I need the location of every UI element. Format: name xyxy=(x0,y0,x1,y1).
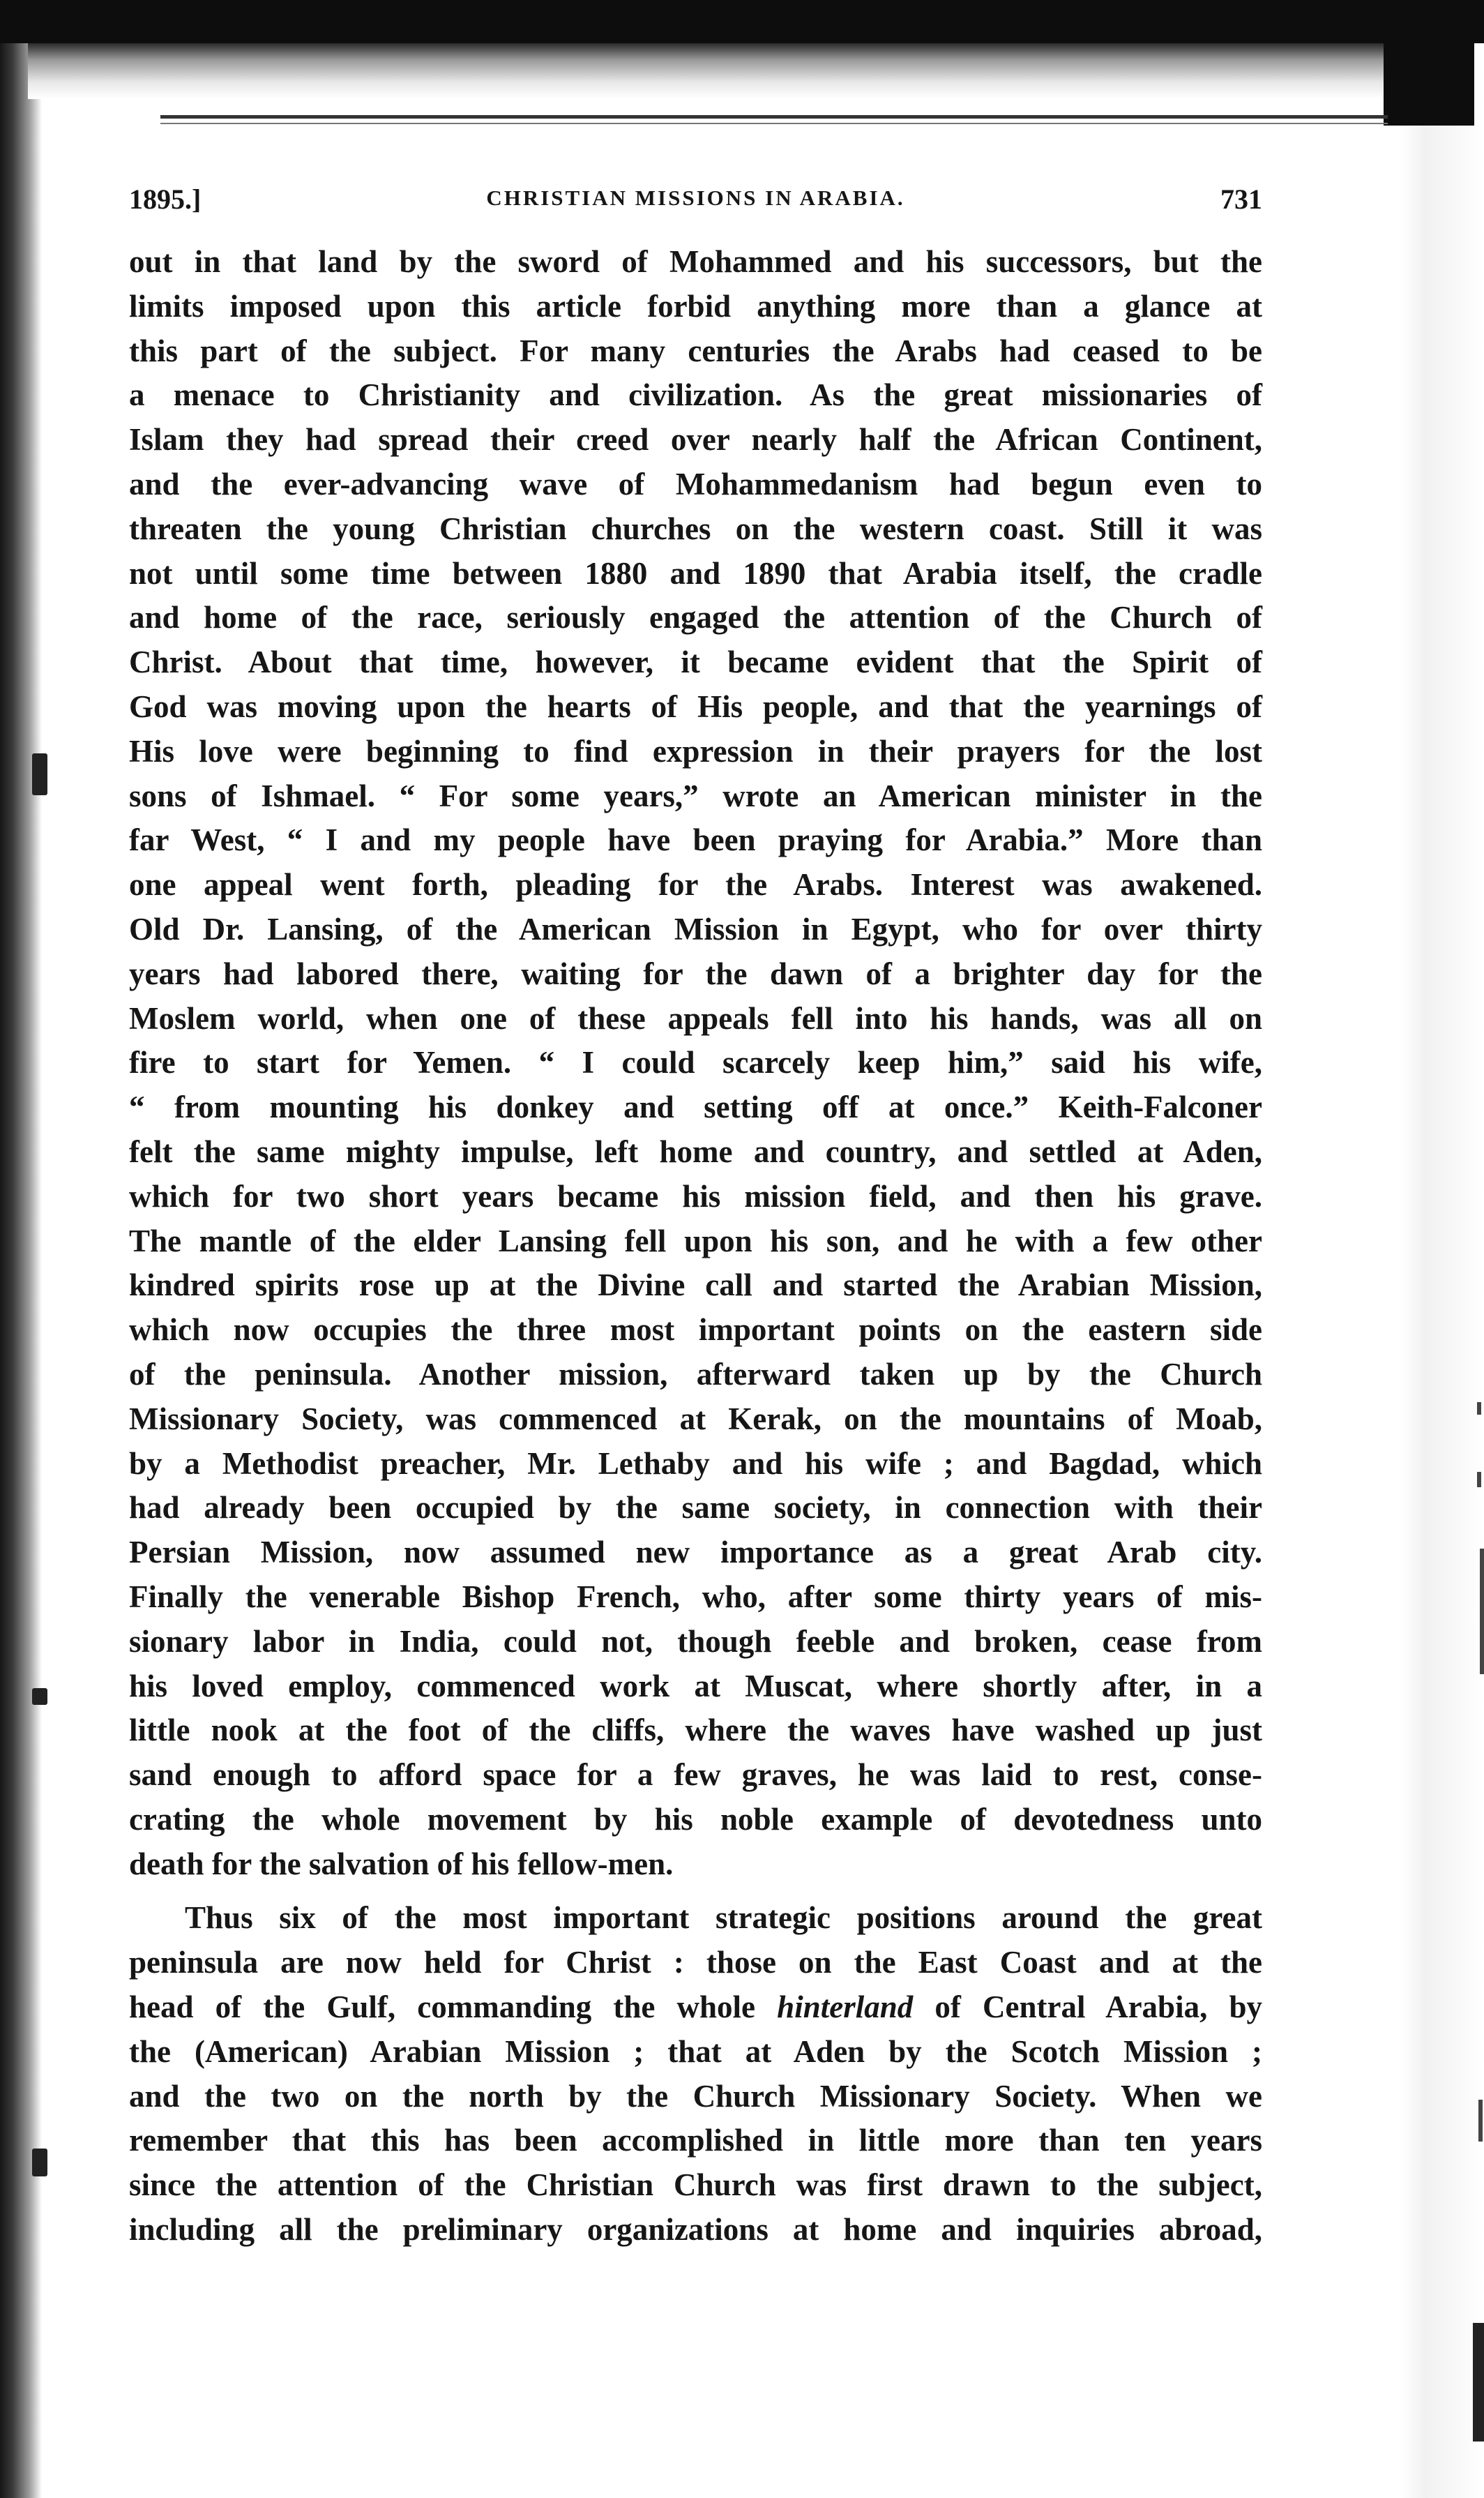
text-line: “ from mounting his donkey and setting off at once.” Keith-Falconer xyxy=(129,1090,1262,1125)
scan-rule xyxy=(160,123,1388,124)
text-line: crating the whole movement by his noble example of devotedness unto xyxy=(129,1801,1262,1837)
running-head xyxy=(129,183,1262,232)
scan-right-edge xyxy=(1400,0,1484,2498)
text-line: sons of Ishmael. “ For some years,” wrote an American minister in the xyxy=(129,778,1262,813)
text-line: the (American) Arabian Mission ; that at Aden by the Scotch Mission ; xyxy=(129,2033,1262,2069)
text-line: limits imposed upon this article forbid anything more than a glance at xyxy=(129,288,1262,324)
text-line: had already been occupied by the same society, in connection with their xyxy=(129,1490,1262,1526)
text-line: little nook at the foot of the cliffs, where the waves have washed up just xyxy=(129,1713,1262,1748)
text-line: years had labored there, waiting for the dawn of a brighter day for the xyxy=(129,956,1262,991)
scan-top-shadow xyxy=(28,43,1395,99)
paragraph xyxy=(129,240,1262,1886)
scan-speck xyxy=(1480,1549,1484,1674)
text-line: fire to start for Yemen. “ I could scarcely keep him,” said his wife, xyxy=(129,1045,1262,1081)
book-page xyxy=(129,183,1262,2252)
text-line: sand enough to afford space for a few graves, he was laid to rest, conse- xyxy=(129,1757,1262,1793)
text-line: including all the preliminary organizations at home and inquiries abroad, xyxy=(129,2212,1262,2248)
text-line: and home of the race, seriously engaged the attention of the Church of xyxy=(129,600,1262,635)
text-line: Christ. About that time, however, it became evident that the Spirit of xyxy=(129,645,1262,680)
text-line: one appeal went forth, pleading for the Arabs. Interest was awakened. xyxy=(129,867,1262,903)
text-line: of the peninsula. Another mission, afterward taken up by the Church xyxy=(129,1356,1262,1392)
running-head-title: CHRISTIAN MISSIONS IN ARABIA. xyxy=(486,186,905,210)
scan-left-edge xyxy=(0,0,42,2498)
scan-speck xyxy=(32,2149,47,2176)
scan-rule xyxy=(160,115,1388,119)
text-line: by a Methodist preacher, Mr. Lethaby and his wife ; and Bagdad, which xyxy=(129,1445,1262,1481)
scan-corner-shadow xyxy=(1384,0,1474,126)
page-number: 731 xyxy=(1220,183,1262,215)
text-line: Moslem world, when one of these appeals fell into his hands, was all on xyxy=(129,1000,1262,1036)
body-text xyxy=(129,240,1262,2252)
running-head-year: 1895.] xyxy=(129,183,202,215)
text-line: sionary labor in India, could not, though feeble and broken, cease from xyxy=(129,1623,1262,1659)
text-line: His love were beginning to find expression in their prayers for the lost xyxy=(129,733,1262,769)
text-line: felt the same mighty impulse, left home and country, and settled at Aden, xyxy=(129,1134,1262,1169)
text-line: head of the Gulf, commanding the whole hinterland of Central Arabia, by xyxy=(129,1989,1262,2025)
scan-speck xyxy=(32,753,47,795)
text-line: Thus six of the most important strategic positions around the great xyxy=(185,1900,1262,1936)
text-line: far West, “ I and my people have been praying for Arabia.” More than xyxy=(129,822,1262,858)
scan-speck xyxy=(1477,1472,1481,1487)
text-line: his loved employ, commenced work at Muscat, where shortly after, in a xyxy=(129,1668,1262,1703)
scan-speck xyxy=(32,1688,47,1705)
text-line: God was moving upon the hearts of His people, and that the yearnings of xyxy=(129,689,1262,724)
paragraph-gap xyxy=(129,1886,1262,1896)
text-line: Missionary Society, was commenced at Kerak, on the mountains of Moab, xyxy=(129,1401,1262,1436)
italic-word: hinterland xyxy=(777,1989,914,2025)
text-line: Persian Mission, now assumed new importance as a great Arab city. xyxy=(129,1535,1262,1570)
text-line: out in that land by the sword of Mohammed and his successors, but the xyxy=(129,244,1262,279)
text-line: remember that this has been accomplished in little more than ten years xyxy=(129,2123,1262,2158)
text-line: Old Dr. Lansing, of the American Mission in Egypt, who for over thirty xyxy=(129,911,1262,947)
text-line: threaten the young Christian churches on the western coast. Still it was xyxy=(129,511,1262,546)
text-line: death for the salvation of his fellow-men. xyxy=(129,1846,674,1881)
scan-top-band xyxy=(0,0,1484,43)
text-line: this part of the subject. For many centuries the Arabs had ceased to be xyxy=(129,333,1262,368)
text-line: peninsula are now held for Christ : those on the East Coast and at the xyxy=(129,1945,1262,1980)
scan-speck xyxy=(1477,1402,1481,1415)
scan-speck xyxy=(1478,2100,1483,2142)
text-line: a menace to Christianity and civilization. As the great missionaries of xyxy=(129,377,1262,413)
text-line: and the ever-advancing wave of Mohammedanism had begun even to xyxy=(129,466,1262,502)
text-line: kindred spirits rose up at the Divine call and started the Arabian Mission, xyxy=(129,1267,1262,1303)
text-line: and the two on the north by the Church Missionary Society. When we xyxy=(129,2078,1262,2114)
paragraph xyxy=(129,1896,1262,2252)
text-line: Finally the venerable Bishop French, who, after some thirty years of mis- xyxy=(129,1579,1262,1614)
text-line: which for two short years became his mission field, and then his grave. xyxy=(129,1178,1262,1214)
text-line: which now occupies the three most important points on the eastern side xyxy=(129,1312,1262,1348)
text-line: Islam they had spread their creed over nearly half the African Continent, xyxy=(129,422,1262,458)
scan-speck xyxy=(1473,2323,1484,2441)
text-line: not until some time between 1880 and 1890 that Arabia itself, the cradle xyxy=(129,555,1262,591)
text-line: The mantle of the elder Lansing fell upon his son, and he with a few other xyxy=(129,1223,1262,1258)
text-line: since the attention of the Christian Church was first drawn to the subject, xyxy=(129,2167,1262,2203)
